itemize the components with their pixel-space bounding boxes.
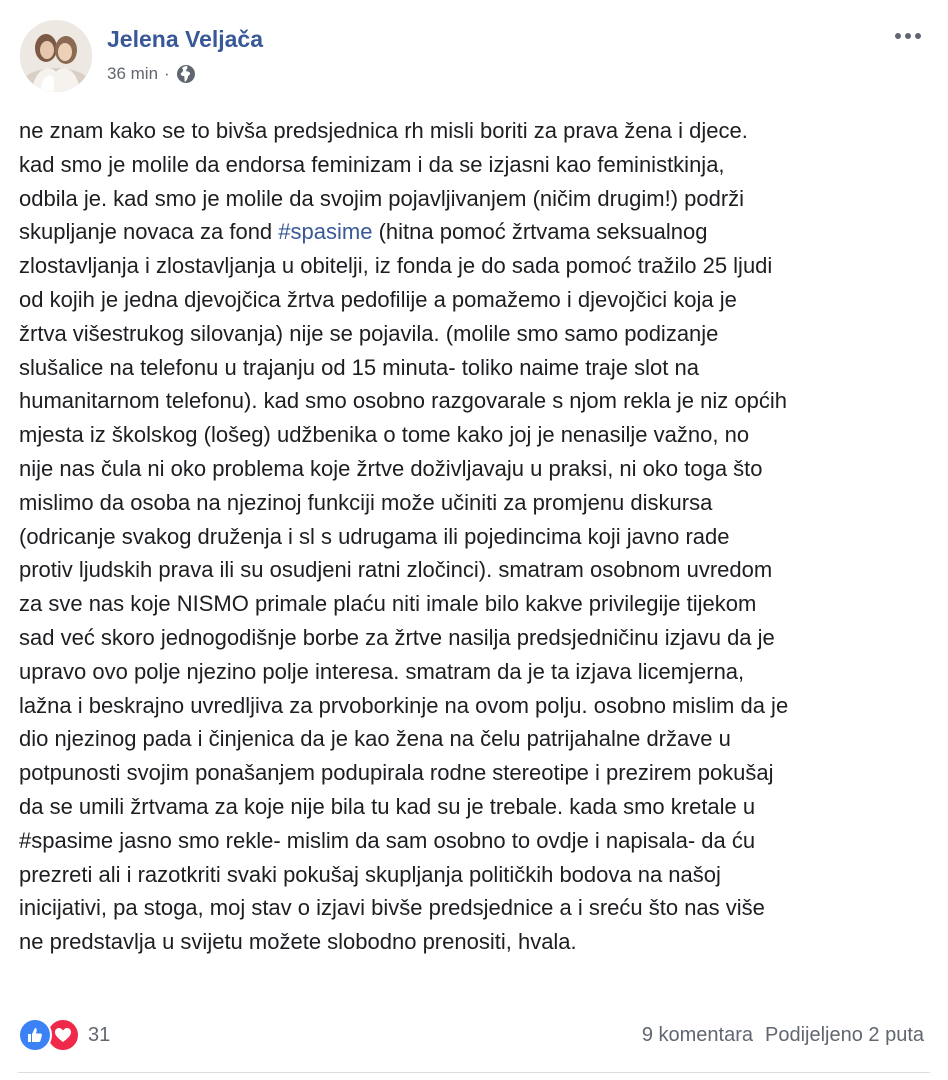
post-text-segment: skupljanje novaca za fond: [19, 219, 279, 245]
hashtag-link[interactable]: #spasime: [278, 219, 373, 245]
post-header: [18, 18, 930, 94]
meta-separator: ·: [164, 64, 170, 83]
globe-icon[interactable]: [176, 64, 196, 84]
avatar-photo: [20, 20, 92, 92]
reaction-count: 31: [88, 1023, 111, 1046]
post-text-line: [19, 587, 931, 621]
post-text-line: [19, 621, 931, 655]
post-text-segment: žrtva višestrukog silovanja) nije se pojavila. (molile smo samo podizanje: [19, 320, 719, 346]
more-dot: [915, 33, 921, 39]
post-text-line: [19, 891, 931, 925]
post-text-line: [19, 182, 931, 216]
post-text-segment: humanitarnom telefonu). kad smo osobno razgovarale s njom rekla je niz općih: [19, 388, 787, 414]
post-text-segment: upravo ovo polje njezino polje interesa. smatram da je ta izjava licemjerna,: [19, 658, 745, 684]
post-text-line: [19, 858, 931, 892]
post-text-line: [19, 317, 931, 351]
post-text-line: [19, 283, 931, 317]
post-text-segment: odbila je. kad smo je molile da svojim pojavljivanjem (ničim drugim!) podrži: [19, 185, 745, 211]
post-time[interactable]: 36 min: [107, 64, 159, 83]
author-avatar[interactable]: [20, 20, 92, 92]
post-text-segment: kad smo je molile da endorsa feminizam i da se izjasni kao feministkinja,: [19, 151, 725, 177]
post-text-line: [19, 114, 931, 148]
post-text-line: [19, 553, 931, 587]
post-text-segment: sad već skoro jednogodišnje borbe za žrtve nasilja predsjedničinu izjavu da je: [19, 624, 775, 650]
post-text-line: [19, 824, 931, 858]
more-options-icon[interactable]: [888, 24, 928, 48]
post-text-segment: da se umili žrtvama za koje nije bila tu kad su je trebale. kada smo kretale u: [19, 793, 756, 819]
footer-divider: [18, 1072, 930, 1073]
more-dot: [905, 33, 911, 39]
post-text-segment: slušalice na telefonu u trajanju od 15 minuta- toliko naime traje slot na: [19, 354, 699, 380]
reactions-summary[interactable]: [18, 1018, 110, 1052]
post-text-line: [19, 452, 931, 486]
post-text-line: [19, 520, 931, 554]
post-text-segment: zlostavljanja i zlostavljanja u obitelji, iz fonda je do sada pomoć tražilo 25 ljudi: [19, 253, 773, 279]
post-text-segment: od kojih je jedna djevojčica žrtva pedofilije a pomažemo i djevojčici koja je: [19, 286, 737, 312]
post-text-segment: ne znam kako se to bivša predsjednica rh misli boriti za prava žena i djece.: [19, 118, 748, 143]
post-text-line: [19, 351, 931, 385]
like-icon: [18, 1018, 52, 1052]
shares-link[interactable]: Podijeljeno 2 puta: [764, 1024, 924, 1046]
post-text-line: [19, 148, 931, 182]
post-text-segment: inicijativi, pa stoga, moj stav o izjavi bivše predsjednice a i sreću što nas više: [19, 895, 765, 921]
post-text-segment: mjesta iz školskog (lošeg) udžbenika o tome kako joj je nenasilje važno, no: [19, 422, 750, 448]
post-text-line: [19, 486, 931, 520]
post-text-line: [19, 756, 931, 790]
post-text-segment: prezreti ali i razotkriti svaki pokušaj skupljanja političkih bodova na našoj: [19, 861, 721, 887]
post-text-line: [19, 925, 931, 959]
post-text-segment: potpunosti svojim ponašanjem podupirala rodne stereotipe i prezirem pokušaj: [19, 760, 774, 786]
post-footer: [18, 1016, 930, 1056]
post-text-segment: protiv ljudskih prava ili su osudjeni ratni zločinci). smatram osobnom uvredom: [19, 557, 773, 583]
post-text: [19, 114, 931, 959]
post-text-segment: mislimo da osoba na njezinoj funkciji može učiniti za promjenu diskursa: [19, 489, 713, 515]
post-text-line: [19, 790, 931, 824]
comments-link[interactable]: 9 komentara: [641, 1024, 753, 1046]
post-text-segment: nije nas čula ni oko problema koje žrtve doživljavaju u praksi, ni oko toga što: [19, 455, 763, 481]
post-meta: [107, 64, 196, 84]
post-text-segment: (odricanje svakog druženja i sl s udrugama ili pojedincima koji javno rade: [19, 523, 730, 549]
post-text-segment: #spasime jasno smo rekle- mislim da sam osobno to ovdje i napisala- da ću: [19, 827, 756, 853]
post-text-segment: dio njezinog pada i činjenica da je kao žena na čelu patrijahalne države u: [19, 726, 731, 752]
post-text-line: [19, 689, 931, 723]
post-text-line: [19, 384, 931, 418]
post-text-segment: za sve nas koje NISMO primale plaću niti imale bilo kakve privilegije tijekom: [19, 591, 757, 617]
post-text-segment: ne predstavlja u svijetu možete slobodno prenositi, hvala.: [19, 929, 577, 955]
post-text-line: [19, 722, 931, 756]
author-name[interactable]: Jelena Veljača: [107, 26, 264, 52]
post-text-line: [19, 418, 931, 452]
engagement-stats: [642, 1024, 924, 1047]
post-text-line: [19, 215, 931, 249]
post-text-line: [19, 249, 931, 283]
post-text-segment: lažna i beskrajno uvredljiva za prvoborkinje na ovom polju. osobno mislim da je: [19, 692, 789, 718]
more-dot: [895, 33, 901, 39]
post-text-segment: (hitna pomoć žrtvama seksualnog: [372, 219, 708, 245]
post-text-line: [19, 655, 931, 689]
